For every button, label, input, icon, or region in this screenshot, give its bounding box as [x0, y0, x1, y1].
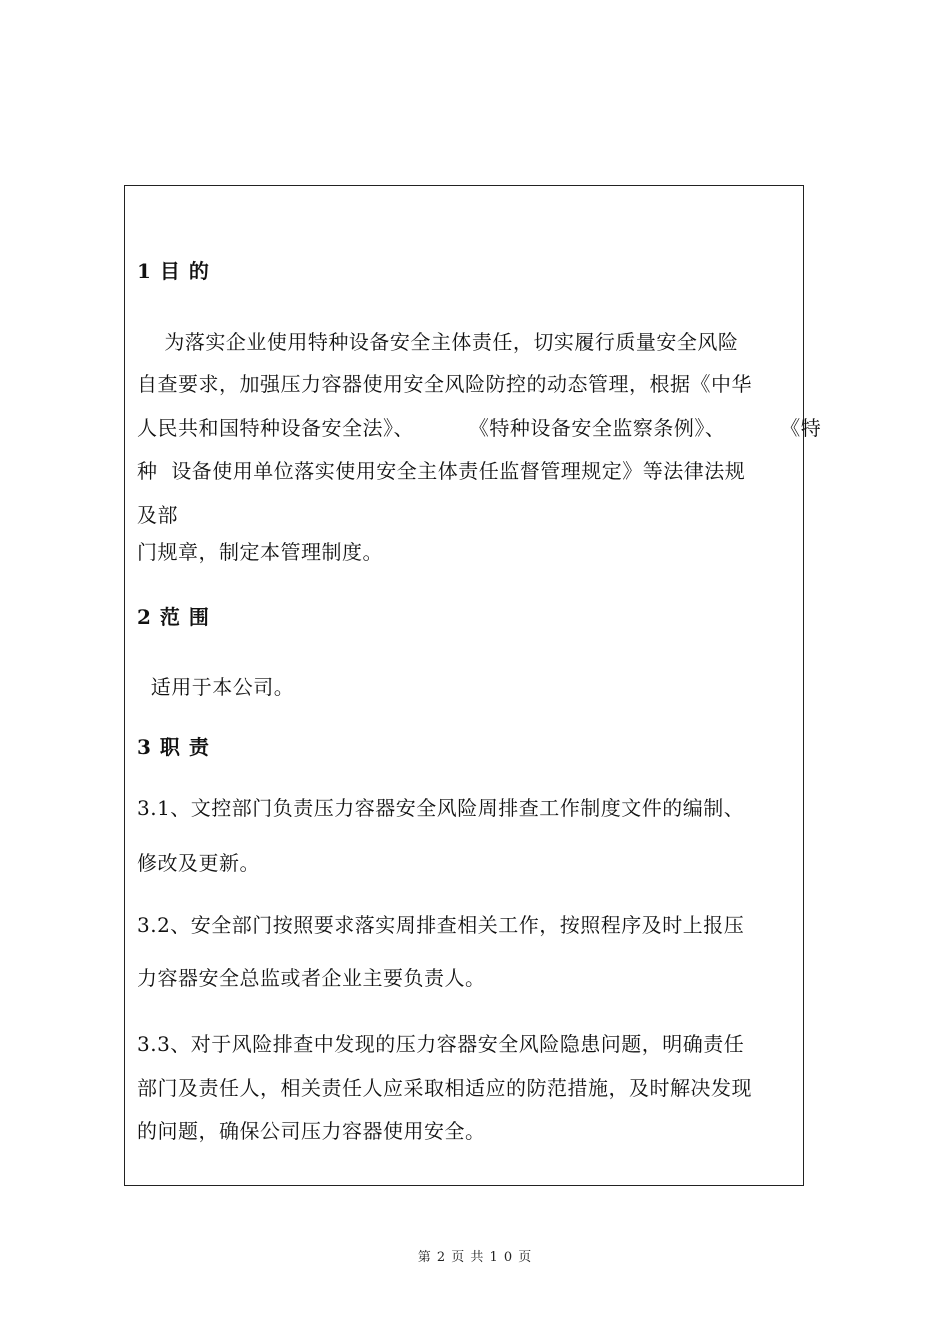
duty-3-3-line-1: 3.3、对于风险排查中发现的压力容器安全风险隐患问题，明确责任	[137, 1032, 745, 1056]
duty-3-2-line-1: 3.2、安全部门按照要求落实周排查相关工作，按照程序及时上报压	[137, 913, 745, 937]
scope-text: 适用于本公司。	[137, 675, 295, 699]
purpose-line-4: 种 设备使用单位落实使用安全主体责任监督管理规定》等法律法规	[137, 459, 746, 483]
purpose-line-1: 为落实企业使用特种设备安全主体责任，切实履行质量安全风险	[137, 330, 739, 354]
purpose-line-2: 自查要求，加强压力容器使用安全风险防控的动态管理，根据《中华	[137, 372, 752, 396]
page-number: 第 2 页 共 1 0 页	[417, 1250, 533, 1265]
purpose-line-6: 门规章，制定本管理制度。	[137, 540, 383, 564]
section-heading-duties: 3 职 责	[137, 735, 210, 759]
section-heading-purpose: 1 目 的	[137, 259, 210, 283]
section-heading-scope: 2 范 围	[137, 605, 210, 629]
purpose-line-5: 及部	[137, 503, 178, 527]
duty-3-3-line-2: 部门及责任人，相关责任人应采取相适应的防范措施，及时解决发现	[137, 1076, 752, 1100]
duty-3-3-line-3: 的问题，确保公司压力容器使用安全。	[137, 1119, 486, 1143]
duty-3-1-line-1: 3.1、文控部门负责压力容器安全风险周排查工作制度文件的编制、	[137, 796, 745, 820]
purpose-line-3: 人民共和国特种设备安全法》、 《特种设备安全监察条例》、 《特	[137, 416, 822, 440]
duty-3-2-line-2: 力容器安全总监或者企业主要负责人。	[137, 966, 486, 990]
duty-3-1-line-2: 修改及更新。	[137, 851, 260, 875]
